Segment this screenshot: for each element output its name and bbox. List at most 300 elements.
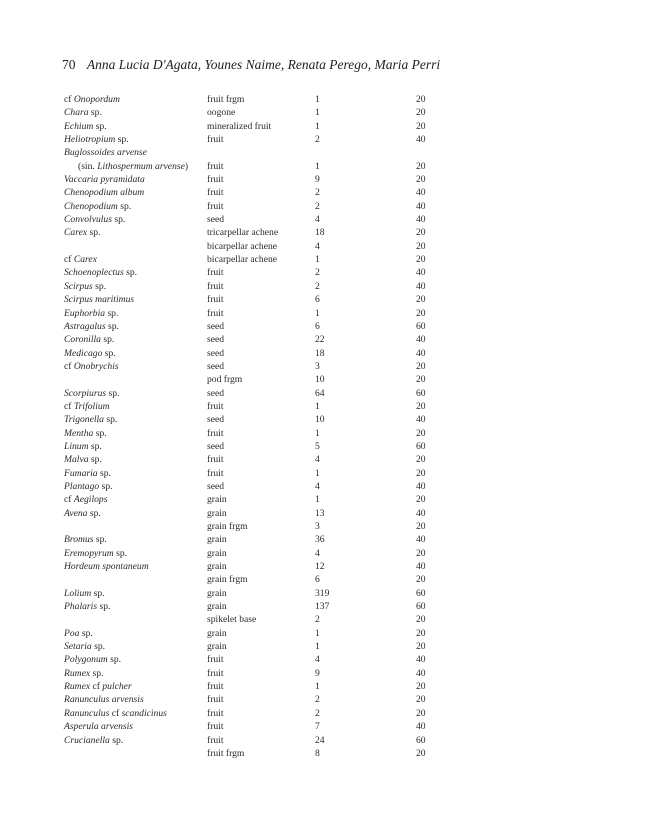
taxon-text: Schoenoplectus	[64, 267, 124, 279]
taxon-cell	[64, 387, 119, 400]
count-cell: 6	[315, 320, 320, 332]
page-header	[62, 57, 440, 73]
part-cell: grain frgm	[207, 521, 248, 532]
taxon-text: Setaria	[64, 641, 92, 653]
volume-cell: 20	[416, 454, 426, 466]
taxon-cell	[64, 653, 121, 666]
table-row	[0, 413, 650, 426]
taxon-cell	[64, 453, 102, 466]
taxon-text: sp.	[107, 654, 122, 666]
taxon-text: Carex	[64, 227, 88, 239]
count-cell: 3	[315, 521, 320, 532]
table-row	[0, 427, 650, 440]
taxon-text: Ranunculus arvensis	[64, 694, 144, 706]
taxon-cell	[64, 427, 107, 440]
taxon-text: Buglossoides arvense	[64, 147, 147, 159]
table-row	[0, 200, 650, 213]
taxon-text: sp.	[106, 387, 120, 399]
part-cell: fruit	[207, 734, 224, 746]
taxon-text: sp.	[79, 627, 93, 639]
taxon-text: sp.	[117, 200, 132, 212]
taxon-text: cf	[64, 400, 74, 412]
part-cell: fruit	[207, 134, 224, 146]
part-cell: grain	[207, 601, 227, 613]
part-cell: grain frgm	[207, 574, 248, 586]
part-cell: fruit	[207, 280, 224, 292]
taxon-cell	[64, 587, 105, 600]
taxon-cell	[64, 533, 107, 546]
taxon-text: scandicinus	[121, 707, 167, 719]
volume-cell: 20	[416, 574, 426, 586]
taxon-text: Plantago	[64, 480, 100, 492]
part-cell: grain	[207, 547, 227, 559]
taxon-text: sp.	[103, 414, 118, 426]
taxon-text: sp.	[91, 641, 106, 653]
taxon-cell	[64, 507, 101, 520]
volume-cell: 60	[416, 440, 426, 452]
taxon-text: sp.	[88, 454, 102, 466]
table-row	[0, 373, 650, 386]
taxon-text: Hordeum spontaneum	[64, 561, 149, 573]
taxon-text: Euphorbia	[64, 307, 106, 319]
count-cell: 13	[315, 507, 325, 519]
count-cell: 5	[315, 440, 320, 452]
taxon-text: Avena	[64, 507, 88, 519]
taxon-cell	[64, 547, 127, 560]
count-cell: 3	[315, 360, 320, 372]
volume-cell: 40	[416, 267, 426, 279]
table-row	[0, 520, 650, 533]
volume-cell: 20	[416, 627, 426, 639]
volume-cell: 20	[416, 747, 426, 759]
taxon-text: Medicago	[64, 347, 103, 359]
table-row	[0, 707, 650, 720]
taxon-cell	[64, 133, 129, 146]
volume-cell: 40	[416, 214, 426, 226]
count-cell: 1	[315, 120, 320, 132]
count-cell: 6	[315, 574, 320, 586]
volume-cell: 20	[416, 107, 426, 119]
count-cell: 36	[315, 534, 325, 546]
part-cell: seed	[207, 387, 225, 399]
taxon-text: sp.	[113, 547, 128, 559]
volume-cell: 20	[416, 427, 426, 439]
taxon-text: Carex	[73, 254, 97, 266]
taxon-text: cf	[64, 360, 74, 372]
table-row	[0, 240, 650, 253]
taxon-text: sp.	[97, 601, 111, 613]
table-row	[0, 387, 650, 400]
taxon-cell	[64, 413, 117, 426]
table-row	[0, 333, 650, 346]
taxon-cell	[64, 640, 105, 653]
taxon-text: cf	[90, 681, 103, 693]
table-row	[0, 186, 650, 199]
table-row	[0, 680, 650, 693]
part-cell: fruit	[207, 200, 224, 212]
count-cell: 10	[315, 374, 325, 386]
count-cell: 1	[315, 467, 320, 479]
part-cell: fruit	[207, 187, 224, 199]
taxon-text: Poa	[64, 627, 80, 639]
taxon-text: Onobrychis	[73, 360, 119, 372]
count-cell: 2	[315, 694, 320, 706]
volume-cell: 20	[416, 294, 426, 306]
table-row	[0, 400, 650, 413]
volume-cell: 40	[416, 187, 426, 199]
part-cell: fruit	[207, 267, 224, 279]
count-cell: 1	[315, 107, 320, 119]
taxon-text: cf	[64, 254, 74, 266]
table-row	[0, 280, 650, 293]
count-cell: 64	[315, 387, 325, 399]
taxon-text: sp.	[90, 667, 104, 679]
count-cell: 18	[315, 227, 325, 239]
volume-cell: 40	[416, 654, 426, 666]
count-cell: 1	[315, 307, 320, 319]
taxon-cell	[64, 440, 102, 453]
taxon-text: )	[184, 160, 189, 172]
count-cell: 137	[315, 601, 330, 613]
taxon-text: cf	[64, 94, 74, 105]
table-row	[0, 440, 650, 453]
part-cell: oogone	[207, 107, 236, 119]
taxon-text: Malva	[64, 454, 89, 466]
table-row	[0, 360, 650, 373]
part-cell: tricarpellar achene	[207, 227, 279, 239]
taxon-text: sp.	[93, 427, 107, 439]
table-row	[0, 453, 650, 466]
count-cell: 4	[315, 214, 320, 226]
taxon-text: pulcher	[102, 681, 132, 693]
volume-cell: 40	[416, 414, 426, 426]
part-cell: seed	[207, 480, 225, 492]
volume-cell: 60	[416, 387, 426, 399]
taxon-text: sp.	[88, 107, 102, 119]
table-row	[0, 587, 650, 600]
taxon-cell	[64, 480, 113, 493]
taxon-text: sp.	[87, 227, 101, 239]
part-cell: fruit	[207, 707, 224, 719]
volume-cell: 20	[416, 467, 426, 479]
taxon-text: Trifolium	[73, 400, 110, 412]
table-row	[0, 627, 650, 640]
part-cell: grain	[207, 627, 227, 639]
taxon-text: sp.	[91, 587, 105, 599]
part-cell: grain	[207, 641, 227, 653]
count-cell: 22	[315, 334, 325, 346]
volume-cell: 40	[416, 280, 426, 292]
table-row	[0, 347, 650, 360]
volume-cell: 40	[416, 134, 426, 146]
count-cell: 1	[315, 254, 320, 266]
table-row	[0, 133, 650, 146]
taxon-text: sp.	[93, 534, 107, 546]
volume-cell: 40	[416, 200, 426, 212]
taxon-text: sp.	[100, 334, 115, 346]
count-cell: 4	[315, 547, 320, 559]
volume-cell: 20	[416, 707, 426, 719]
part-cell: seed	[207, 347, 225, 359]
taxon-text: sp.	[105, 320, 119, 332]
taxon-text: Vaccaria pyramidata	[64, 174, 145, 186]
count-cell: 2	[315, 267, 320, 279]
taxon-text: Lithospermum arvense	[97, 160, 185, 172]
part-cell: grain	[207, 534, 227, 546]
taxon-cell	[64, 360, 119, 373]
part-cell: grain	[207, 587, 227, 599]
taxon-text: sp.	[99, 480, 113, 492]
taxa-table	[0, 93, 650, 760]
part-cell: grain	[207, 507, 227, 519]
taxon-cell	[64, 707, 167, 720]
taxon-text: Scorpiurus	[64, 387, 107, 399]
table-row	[0, 533, 650, 546]
volume-cell: 40	[416, 561, 426, 573]
volume-cell: 20	[416, 227, 426, 239]
table-row	[0, 160, 650, 173]
taxon-cell	[64, 226, 100, 239]
table-row	[0, 720, 650, 733]
volume-cell: 20	[416, 521, 426, 532]
count-cell: 319	[315, 587, 330, 599]
taxon-text: Echium	[64, 120, 94, 132]
table-row	[0, 547, 650, 560]
part-cell: fruit	[207, 454, 224, 466]
taxon-text: Polygonum	[64, 654, 108, 666]
taxon-text: Heliotropium	[64, 134, 116, 146]
part-cell: spikelet base	[207, 614, 257, 626]
volume-cell: 20	[416, 681, 426, 693]
volume-cell: 20	[416, 374, 426, 386]
volume-cell: 60	[416, 734, 426, 746]
part-cell: seed	[207, 414, 225, 426]
taxon-cell	[64, 400, 110, 413]
taxon-cell	[64, 106, 102, 119]
taxon-cell	[64, 280, 106, 293]
part-cell: fruit frgm	[207, 94, 245, 105]
part-cell: fruit	[207, 667, 224, 679]
taxon-text: Scirpus maritimus	[64, 294, 135, 306]
taxon-text: Trigonella	[64, 414, 104, 426]
taxon-text: sp.	[93, 120, 107, 132]
taxon-text: Coronilla	[64, 334, 101, 346]
volume-cell: 20	[416, 494, 426, 506]
taxon-cell	[64, 320, 119, 333]
table-row	[0, 93, 650, 106]
taxon-cell	[64, 667, 103, 680]
taxon-text: Chara	[64, 107, 89, 119]
volume-cell: 40	[416, 334, 426, 346]
taxon-text: Bromus	[64, 534, 94, 546]
volume-cell: 20	[416, 254, 426, 266]
table-row	[0, 307, 650, 320]
volume-cell: 20	[416, 174, 426, 186]
volume-cell: 60	[416, 587, 426, 599]
taxon-text: sp.	[123, 267, 138, 279]
part-cell: pod frgm	[207, 374, 243, 386]
count-cell: 1	[315, 681, 320, 693]
taxon-text: Ranunculus	[64, 707, 110, 719]
count-cell: 1	[315, 494, 320, 506]
taxon-text: cf	[109, 707, 122, 719]
count-cell: 4	[315, 240, 320, 252]
taxon-cell	[64, 347, 116, 360]
volume-cell: 20	[416, 400, 426, 412]
taxon-cell	[64, 560, 149, 573]
part-cell: fruit	[207, 160, 224, 172]
taxon-text: Crucianella	[64, 734, 110, 746]
table-row	[0, 467, 650, 480]
count-cell: 2	[315, 614, 320, 626]
table-row	[0, 573, 650, 586]
taxon-text: Rumex	[64, 667, 91, 679]
table-row	[0, 106, 650, 119]
table-row	[0, 226, 650, 239]
part-cell: fruit	[207, 174, 224, 186]
volume-cell: 40	[416, 534, 426, 546]
taxon-cell	[64, 253, 97, 266]
part-cell: fruit frgm	[207, 747, 245, 759]
part-cell: bicarpellar achene	[207, 254, 278, 266]
taxon-text: sp.	[87, 507, 101, 519]
part-cell: fruit	[207, 307, 224, 319]
page-number: 70	[62, 57, 76, 72]
count-cell: 1	[315, 641, 320, 653]
table-row	[0, 747, 650, 760]
taxon-cell	[64, 493, 107, 506]
table-row	[0, 693, 650, 706]
taxon-cell	[64, 93, 120, 106]
taxon-text: sp.	[92, 280, 107, 292]
volume-cell: 40	[416, 480, 426, 492]
taxon-text: Chenopodium	[64, 200, 118, 212]
part-cell: fruit	[207, 467, 224, 479]
taxon-text: Chenopodium album	[64, 187, 145, 199]
taxon-text: sp.	[109, 734, 124, 746]
part-cell: mineralized fruit	[207, 120, 272, 132]
part-cell: fruit	[207, 294, 224, 306]
taxon-cell	[64, 213, 125, 226]
table-row	[0, 173, 650, 186]
table-row	[0, 653, 650, 666]
table-row	[0, 667, 650, 680]
taxon-cell	[64, 734, 123, 747]
part-cell: seed	[207, 360, 225, 372]
table-row	[0, 613, 650, 626]
taxon-text: sp.	[102, 347, 116, 359]
taxon-text: sp.	[88, 440, 102, 452]
taxon-text: sp.	[111, 214, 126, 226]
table-row	[0, 120, 650, 133]
part-cell: fruit	[207, 654, 224, 666]
taxon-text: Linum	[64, 440, 89, 452]
table-row	[0, 213, 650, 226]
volume-cell: 40	[416, 721, 426, 733]
count-cell: 2	[315, 187, 320, 199]
taxon-cell	[64, 680, 132, 693]
part-cell: seed	[207, 440, 225, 452]
count-cell: 2	[315, 707, 320, 719]
taxon-cell	[64, 173, 145, 186]
part-cell: seed	[207, 214, 225, 226]
taxon-text: Fumaria	[64, 467, 98, 479]
table-row	[0, 493, 650, 506]
part-cell: bicarpellar achene	[207, 240, 278, 252]
taxon-text: sp.	[97, 467, 111, 479]
count-cell: 6	[315, 294, 320, 306]
count-cell: 1	[315, 427, 320, 439]
taxon-cell	[64, 120, 107, 133]
taxon-cell	[64, 720, 133, 733]
taxon-cell	[64, 200, 131, 213]
part-cell: grain	[207, 494, 227, 506]
taxon-text: (sin.	[78, 160, 98, 172]
count-cell: 18	[315, 347, 325, 359]
count-cell: 9	[315, 667, 320, 679]
count-cell: 1	[315, 627, 320, 639]
taxon-cell	[64, 146, 147, 159]
count-cell: 24	[315, 734, 325, 746]
part-cell: fruit	[207, 400, 224, 412]
count-cell: 8	[315, 747, 320, 759]
count-cell: 1	[315, 160, 320, 172]
count-cell: 1	[315, 94, 320, 105]
part-cell: fruit	[207, 681, 224, 693]
running-head-authors: Anna Lucia D'Agata, Younes Naime, Renata Perego, Maria Perri	[86, 57, 441, 72]
count-cell: 2	[315, 280, 320, 292]
count-cell: 7	[315, 721, 320, 733]
taxon-text: Lolium	[64, 587, 92, 599]
table-row	[0, 320, 650, 333]
volume-cell: 20	[416, 641, 426, 653]
count-cell: 10	[315, 414, 325, 426]
part-cell: fruit	[207, 721, 224, 733]
taxon-cell	[64, 627, 93, 640]
count-cell: 2	[315, 134, 320, 146]
taxon-cell	[64, 307, 118, 320]
taxon-text: Astragalus	[64, 320, 106, 332]
count-cell: 4	[315, 654, 320, 666]
table-row	[0, 293, 650, 306]
count-cell: 1	[315, 400, 320, 412]
taxon-cell	[64, 333, 114, 346]
taxon-text: sp.	[105, 307, 119, 319]
taxon-cell	[64, 186, 144, 199]
volume-cell: 40	[416, 507, 426, 519]
table-row	[0, 640, 650, 653]
volume-cell: 20	[416, 360, 426, 372]
part-cell: fruit	[207, 694, 224, 706]
taxon-cell	[64, 266, 137, 279]
taxon-cell	[64, 467, 111, 480]
taxon-cell	[64, 693, 144, 706]
count-cell: 4	[315, 454, 320, 466]
count-cell: 9	[315, 174, 320, 186]
taxon-text: Phalaris	[64, 601, 98, 613]
table-row	[0, 266, 650, 279]
count-cell: 4	[315, 480, 320, 492]
part-cell: grain	[207, 561, 227, 573]
taxon-text: Eremopyrum	[64, 547, 114, 559]
table-row	[0, 507, 650, 520]
volume-cell: 20	[416, 94, 426, 105]
part-cell: seed	[207, 334, 225, 346]
taxon-text: Convolvulus	[64, 214, 112, 226]
volume-cell: 20	[416, 614, 426, 626]
taxon-cell	[64, 600, 110, 613]
table-row	[0, 600, 650, 613]
